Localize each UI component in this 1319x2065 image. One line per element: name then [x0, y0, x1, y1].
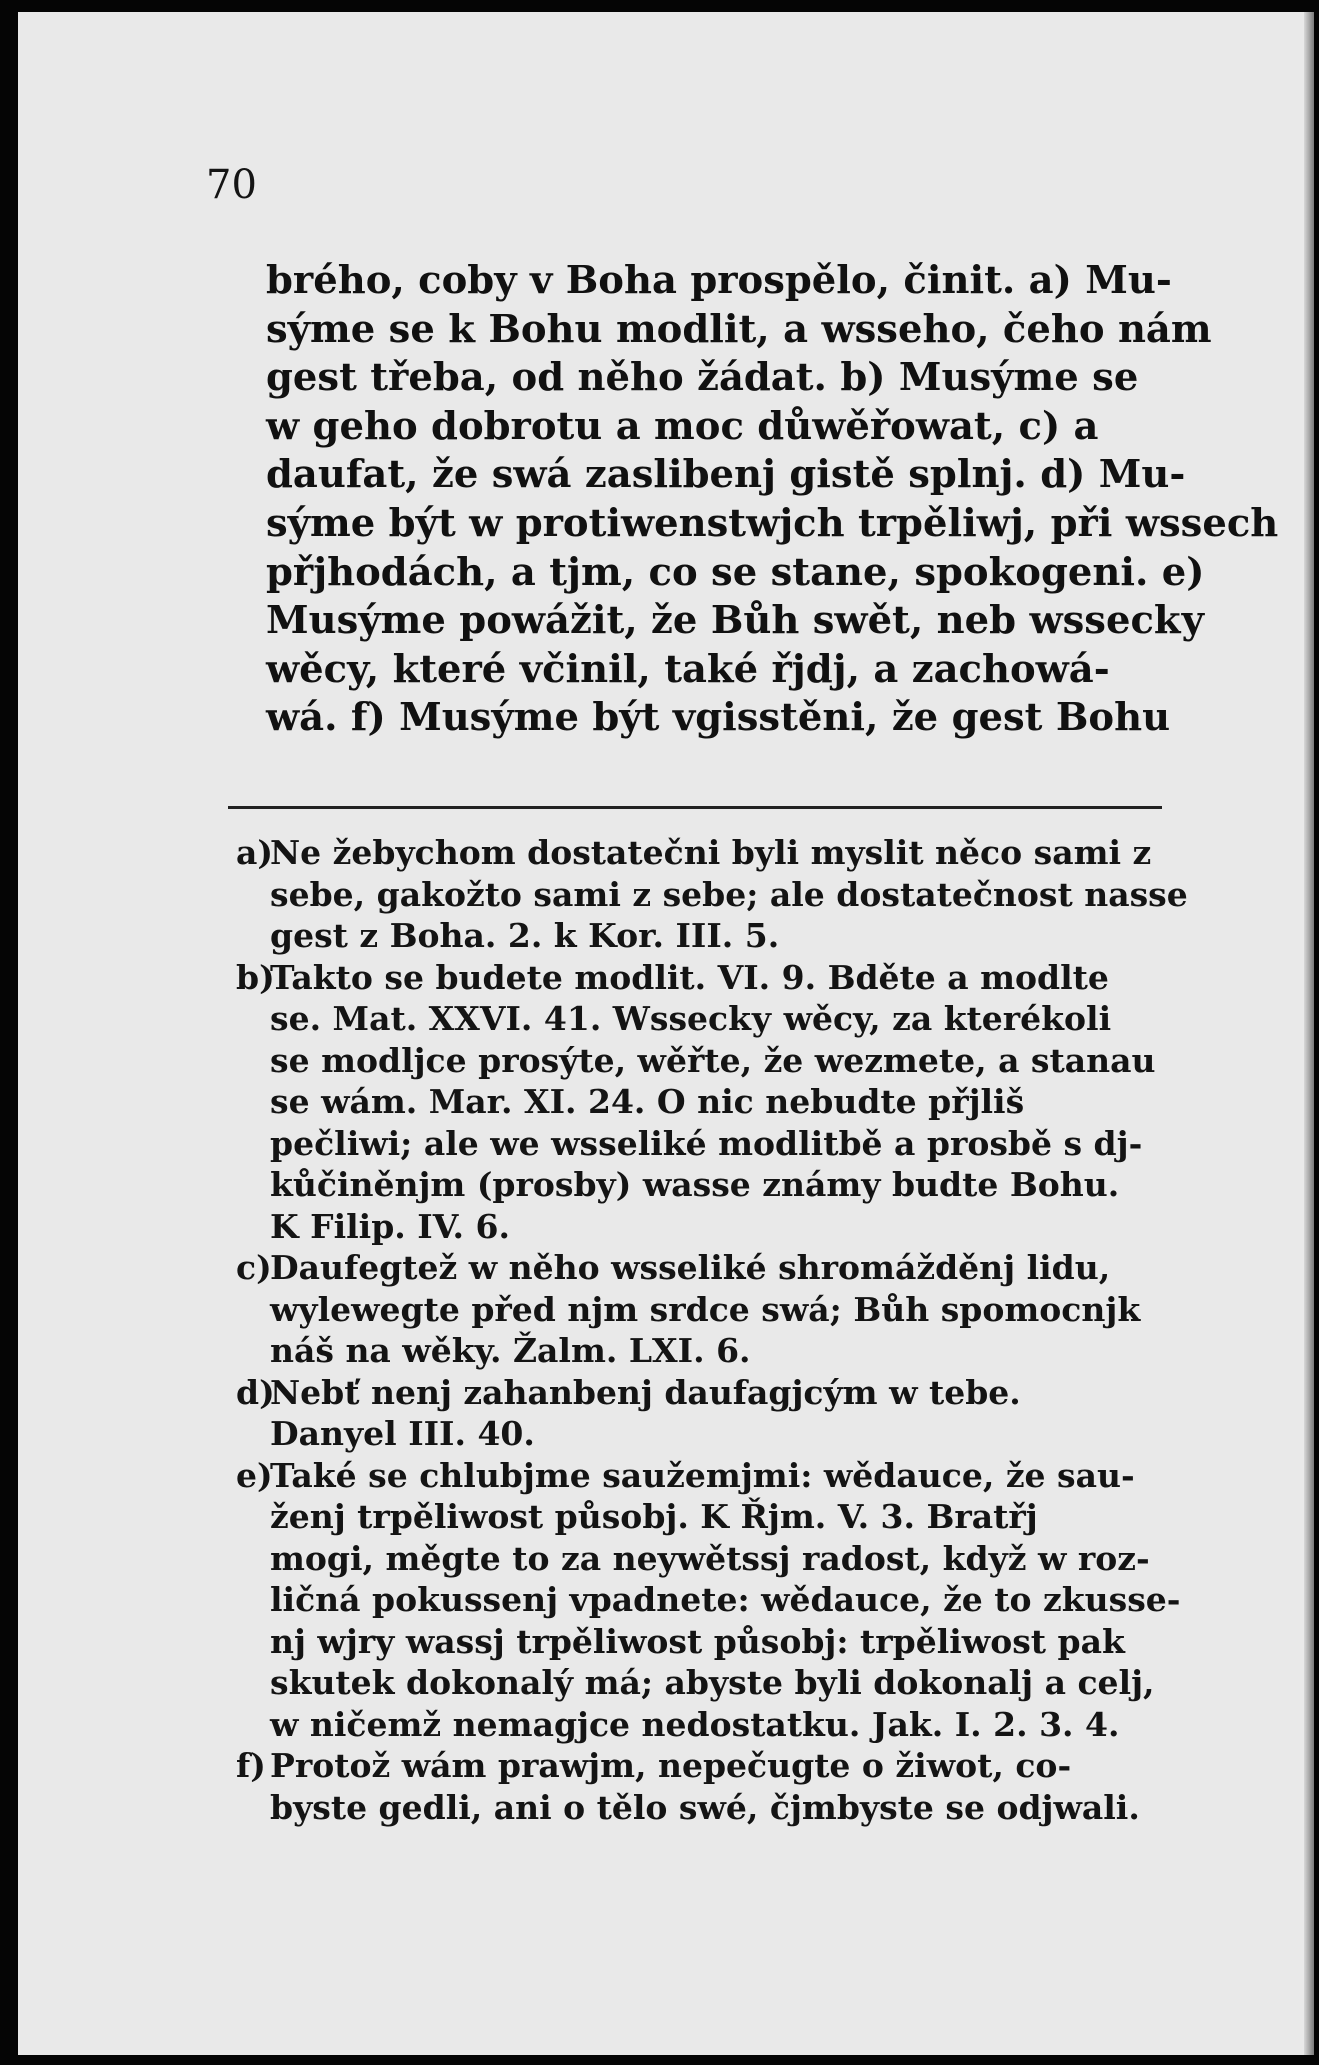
- footnote-marker: e): [236, 1455, 273, 1495]
- text-line: wěcy, které včinil, také řjdj, a zachowá-: [266, 646, 1110, 692]
- footnote-line: K Filip. IV. 6.: [270, 1206, 510, 1246]
- footnote-line: se modljce prosýte, wěřte, že wezmete, a stanau: [270, 1040, 1156, 1080]
- footnote-line: pečliwi; ale we wsseliké modlitbě a prosbě s dj-: [270, 1123, 1143, 1163]
- footnote-marker: f): [236, 1746, 266, 1785]
- footnote-c: [236, 1247, 1170, 1372]
- footnote-line: ženj trpěliwost působj. K Řjm. V. 3. Bratřj: [270, 1497, 1038, 1536]
- page-edge-shadow: [1304, 12, 1314, 2055]
- footnote-b: [236, 957, 1170, 1248]
- footnote-line: se. Mat. XXVI. 41. Wsseckу wěcy, za kterékoli: [270, 999, 1112, 1038]
- main-text: [266, 257, 1279, 743]
- footnote-line: náš na wěky. Žalm. LXI. 6.: [270, 1331, 751, 1370]
- footnote-d: [236, 1372, 1170, 1455]
- footnote-line: nj wjry wassj trpěliwost působj: trpěliwost pak: [270, 1621, 1125, 1661]
- footnote-line: se wám. Mar. XI. 24. O nic nebudte přjliš: [270, 1082, 1025, 1121]
- text-line: gest třeba, od něho žádat. b) Musýme se: [266, 355, 1139, 401]
- footnote-line: wylewegte před njm srdce swá; Bůh spomocnjk: [270, 1289, 1141, 1329]
- footnote-marker: c): [236, 1248, 272, 1287]
- footnote-f: [236, 1745, 1170, 1828]
- footnote-line: w ničemž nemagjce nedostatku. Jak. I. 2. 3. 4.: [270, 1704, 1120, 1744]
- footnote-line: Také se chlubjme saužemjmi: wědauce, že sau-: [270, 1455, 1135, 1495]
- footnote-line: gest z Boha. 2. k Kor. III. 5.: [270, 916, 780, 955]
- footnote-line: byste gedli, ani o tělo swé, čjmbyste se odjwali.: [270, 1787, 1140, 1827]
- text-line: brého, coby v Boha prospělo, činit. a) Mu-: [266, 258, 1172, 303]
- text-line: daufat, že swá zaslibenj gistě splnj. d) Mu-: [266, 452, 1186, 498]
- footnote-a: [236, 832, 1188, 957]
- text-line: wá. f) Musýme být vgisstěni, že gest Bohu: [266, 695, 1171, 741]
- footnote-line: Ne žebychom dostatečni byli myslit něco sami z: [270, 833, 1152, 872]
- footnotes: [236, 832, 1188, 1828]
- footnote-line: Danyel III. 40.: [270, 1414, 535, 1453]
- footnote-marker: b): [236, 957, 275, 997]
- footnote-line: ličná pokussenj vpadnete: wědauce, že to zkusse-: [270, 1580, 1181, 1619]
- footnote-marker: a): [236, 833, 273, 872]
- footnote-line: Daufegtež w něho wsseliké shromážděnj lidu,: [270, 1248, 1111, 1287]
- text-line: sýme se k Bohu modlit, a wsseho, čeho nám: [266, 306, 1212, 352]
- footnote-line: sebe, gakožto sami z sebe; ale dostatečnost nasse: [270, 874, 1188, 914]
- footnote-line: skutek dokonalý má; abyste byli dokonalj a celj,: [270, 1663, 1155, 1702]
- text-line: w geho dobrotu a moc důwěřowat, c) a: [266, 403, 1099, 449]
- text-line: přjhodách, a tjm, co se stane, spokogeni. e): [266, 549, 1205, 595]
- footnote-line: mogi, měgte to za neywětssj radost, když w roz-: [270, 1538, 1150, 1578]
- footnote-line: Nebť nenj zahanbenj daufagjcým w tebe.: [270, 1372, 1021, 1412]
- footnote-separator: [228, 806, 1162, 809]
- footnote-line: Takto se budete modlit. VI. 9. Bděte a modlte: [270, 957, 1109, 997]
- book-page: [18, 12, 1314, 2055]
- footnote-line: Protož wám prawjm, nepečugte o žiwot, co-: [270, 1746, 1072, 1785]
- footnote-line: kůčiněnjm (prosby) wasse známy budte Bohu.: [270, 1165, 1120, 1204]
- page-number: 70: [206, 162, 257, 208]
- text-line: Musýme powážit, že Bůh swět, neb wsseckу: [266, 598, 1206, 644]
- footnote-marker: d): [236, 1372, 275, 1412]
- footnote-e: [236, 1455, 1181, 1746]
- text-line: sýme být w protiwenstwjch trpěliwj, při wssech: [266, 500, 1279, 546]
